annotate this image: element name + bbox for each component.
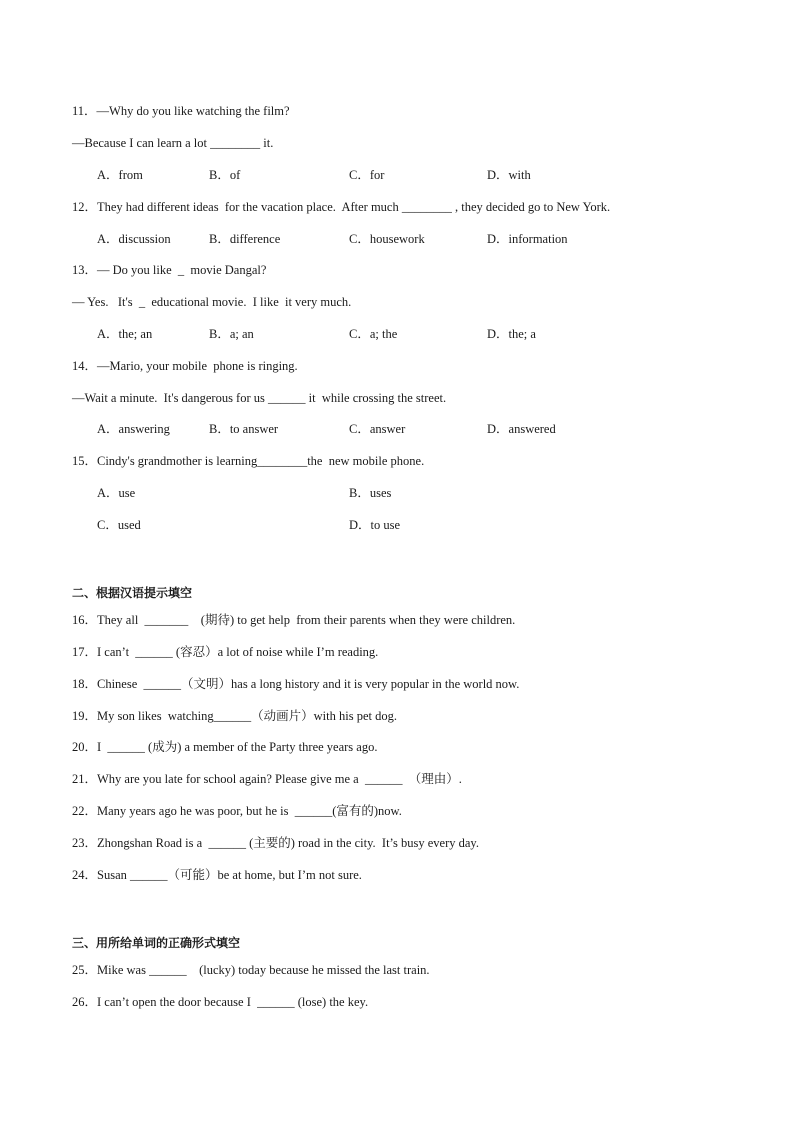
section-3-item-26: 26．I can’t open the door because I ______ (lose) the key. (72, 995, 369, 1009)
question-14-stem: 14．—Mario, your mobile phone is ringing. (72, 359, 298, 373)
question-12-stem: 12．They had different ideas for the vacation place. After much ________ , they decided go to New York. (72, 200, 611, 214)
question-12-option-c: C．housework (349, 232, 425, 246)
section-2-item-16: 16．They all _______ (期待) to get help from their parents when they were children. (72, 613, 516, 627)
question-13-option-a: A．the; an (97, 327, 153, 341)
section-2-item-23: 23．Zhongshan Road is a ______ (主要的) road in the city. It’s busy every day. (72, 836, 479, 850)
question-15-option-d: D．to use (349, 518, 401, 532)
question-11-option-c: C．for (349, 168, 385, 182)
question-14-answer-line: —Wait a minute. It's dangerous for us ______ it while crossing the street. (72, 391, 447, 405)
section-2-item-19: 19．My son likes watching______（动画片）with his pet dog. (72, 709, 397, 723)
question-14-option-d: D．answered (487, 422, 556, 436)
section-2-item-24: 24．Susan ______（可能）be at home, but I’m not sure. (72, 868, 362, 882)
question-14-option-c: C．answer (349, 422, 406, 436)
question-15-option-b: B．uses (349, 486, 392, 500)
section-2-item-22: 22．Many years ago he was poor, but he is ______(富有的)now. (72, 804, 402, 818)
question-15-stem: 15．Cindy's grandmother is learning________the new mobile phone. (72, 454, 425, 468)
question-11-option-b: B．of (209, 168, 241, 182)
section-3-heading: 三、用所给单词的正确形式填空 (72, 936, 241, 950)
question-12-option-b: B．difference (209, 232, 281, 246)
question-14-option-a: A．answering (97, 422, 170, 436)
section-2-item-18: 18．Chinese ______（文明）has a long history and it is very popular in the world now. (72, 677, 520, 691)
question-15-option-c: C．used (97, 518, 141, 532)
question-15-option-a: A．use (97, 486, 136, 500)
question-11-option-a: A．from (97, 168, 143, 182)
section-2-item-21: 21．Why are you late for school again? Please give me a ______ （理由）. (72, 772, 462, 786)
question-12-option-d: D．information (487, 232, 568, 246)
question-13-answer-line: — Yes. It's _ educational movie. I like it very much. (72, 295, 352, 309)
section-2-heading: 二、根据汉语提示填空 (72, 586, 193, 600)
question-11-answer-line: —Because I can learn a lot ________ it. (72, 136, 274, 150)
question-13-option-d: D．the; a (487, 327, 536, 341)
question-13-stem: 13．— Do you like _ movie Dangal? (72, 263, 267, 277)
section-2-item-20: 20．I ______ (成为) a member of the Party three years ago. (72, 740, 378, 754)
question-11-stem: 11．—Why do you like watching the film? (72, 104, 290, 118)
question-13-option-b: B．a; an (209, 327, 254, 341)
question-11-option-d: D．with (487, 168, 531, 182)
question-14-option-b: B．to answer (209, 422, 279, 436)
question-12-option-a: A．discussion (97, 232, 171, 246)
question-13-option-c: C．a; the (349, 327, 398, 341)
section-3-item-25: 25．Mike was ______ (lucky) today because he missed the last train. (72, 963, 430, 977)
section-2-item-17: 17．I can’t ______ (容忍）a lot of noise while I’m reading. (72, 645, 379, 659)
